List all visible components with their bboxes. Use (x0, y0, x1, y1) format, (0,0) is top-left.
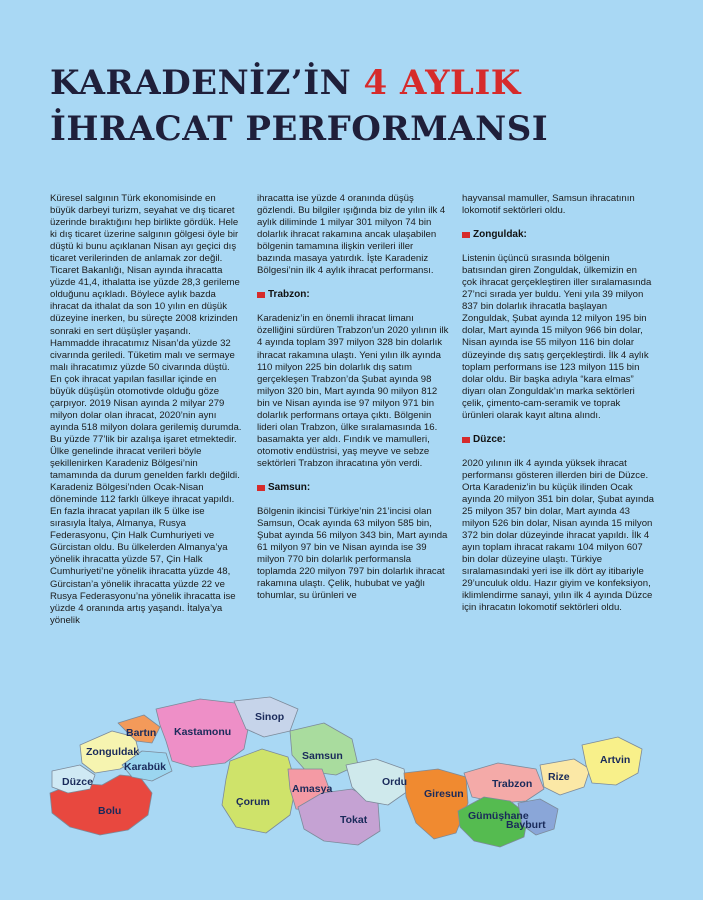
title-line-2: İHRACAT PERFORMANSI (50, 109, 549, 149)
label-amasya: Amasya (292, 783, 333, 795)
label-duzce: Düzce (62, 776, 93, 788)
label-bayburt: Bayburt (506, 819, 546, 831)
label-trabzon: Trabzon (492, 778, 533, 790)
title-line-1-prefix: KARADENİZ’İN (50, 63, 364, 103)
duzce-paragraph: 2020 yılının ilk 4 ayında yüksek ihracat performansı gösteren illerden biri de Düzce. Orta Karadeniz’in bu küçük ilinden Ocak ayında 20 milyon 351 bin dolar, Şubat ayında 25 milyon 357 bin dolar, Mart ayında 43 milyon 526 bin dolar, Nisan ayında 15 milyon 372 bin dolar düzeyinde ihracat yapıldı. İlk 4 ayın toplam ihracat rakamı 104 milyon 607 bin dolar düzeyine ulaştı. Türkiye sıralamasındaki yeri ise ilk dört ay itibariyle 29’unculuk oldu. Hazır giyim ve konfeksiyon, iklimlendirme sanayi, yılın ilk 4 ayında Düzce için ihracatın lokomotif sektörleri oldu. (462, 457, 655, 614)
samsun-paragraph-continued: hayvansal mamuller, Samsun ihracatının lokomotif sektörleri oldu. (462, 193, 635, 217)
zonguldak-paragraph: Listenin üçüncü sırasında bölgenin batısından giren Zonguldak, ülkemizin en çok ihracat gerçekleştiren iller sıralamasında 27’nci sırada yer buldu. Yeni yıla 39 milyon 837 bin dolarlık ihracatla başlayan Zonguldak, Şubat ayında 12 milyon 195 bin dolar, Mart ayında 15 milyon 966 bin dolar, Nisan ayında ise 55 milyon 116 bin dolar düzeyinde dış satış gerçekleştirdi. İlk 4 aylık toplam performans ise 123 milyon 115 bin dolar oldu. Bir başka adıyla “kara elmas” diyarı olan Zonguldak’ın marka sektörleri çelik, çimento-cam-seramik ve toprak ürünleri olarak kayıt altına alındı. (462, 253, 652, 421)
heading-label: Trabzon: (268, 289, 310, 301)
intro-paragraph-continued: ihracatta ise yüzde 4 oranında düşüş gözlendi. Bu bilgiler ışığında biz de yılın ilk 4 aylık diliminde 1 milyar 301 milyon 74 bin dolarlık ihracat rakamına ancak ulaşabilen bölgenin tamamına ilişkin verileri iller bazında masaya yatırdık. İşte Karadeniz Bölgesi’nin ilk 4 aylık ihracat performansı. (257, 193, 446, 277)
label-corum: Çorum (236, 796, 270, 808)
trabzon-paragraph: Karadeniz’in en önemli ihracat limanı özelliğini sürdüren Trabzon’un 2020 yılının ilk 4 ayında toplam 397 milyon 328 bin dolarlık ihracat rakamına ulaştı. Yeni yılın ilk ayında 110 milyon 225 bin dolarlık dış satım gerçekleşen Trabzon’da Şubat ayında 98 milyon 320 bin, Mart ayında 90 milyon 812 bin ve Nisan ayında ise 97 milyon 971 bin dolarlık performans ortaya çıktı. Bölgenin lideri olan Trabzon, ülke sıralamasında 16. basamakta yer aldı. Fındık ve mamulleri, otomotiv endüstrisi, yaş meyve ve sebze sektörleri Trabzon ihracatına yön verdi. (257, 313, 449, 469)
label-zonguldak: Zonguldak (86, 746, 140, 758)
map-svg (40, 665, 665, 870)
label-kastamonu: Kastamonu (174, 726, 232, 738)
label-karabuk: Karabük (124, 761, 167, 773)
text-column-3 (462, 193, 654, 614)
text-column-1 (50, 193, 242, 627)
bullet-square-icon (462, 232, 470, 238)
label-tokat: Tokat (340, 814, 368, 826)
label-giresun: Giresun (424, 788, 464, 800)
page-title (50, 60, 650, 152)
samsun-paragraph: Bölgenin ikincisi Türkiye’nin 21’incisi olan Samsun, Ocak ayında 63 milyon 585 bin, Şubat ayında 56 milyon 343 bin, Mart ayında 61 milyon 97 bin ve Nisan ayında ise 39 milyon 770 bin dolarlık performansla toplamda 220 milyon 797 bin dolarlık ihracat rakamına ulaştı. Çelik, hububat ve yağlı tohumlar, su ürünleri ve (257, 506, 448, 602)
section-heading-duzce (462, 434, 654, 446)
label-samsun: Samsun (302, 750, 343, 762)
text-column-2 (257, 193, 449, 602)
heading-label: Zonguldak: (473, 229, 527, 241)
label-bartin: Bartın (126, 727, 157, 739)
province-giresun (404, 769, 468, 839)
section-heading-samsun (257, 482, 449, 494)
label-sinop: Sinop (255, 711, 285, 723)
section-heading-zonguldak (462, 229, 654, 241)
black-sea-region-map (40, 665, 665, 870)
section-heading-trabzon (257, 289, 449, 301)
heading-label: Samsun: (268, 481, 311, 493)
label-artvin: Artvin (600, 754, 631, 766)
bullet-square-icon (462, 437, 470, 443)
label-gumushane: Gümüşhane (468, 810, 529, 822)
province-corum (222, 749, 296, 833)
title-highlight: 4 AYLIK (363, 63, 521, 103)
heading-label: Düzce: (473, 433, 506, 445)
label-rize: Rize (548, 771, 570, 783)
label-ordu: Ordu (382, 776, 408, 788)
title-line-1 (50, 60, 650, 106)
intro-paragraph: Küresel salgının Türk ekonomisinde en büyük darbeyi turizm, seyahat ve dış ticaret üzerinde bıraktığını hep birlikte gördük. Hele ki dış ticaret üzerine salgının gölgesi öyle bir düştü ki bunu açıklanan Nisan ayı geçici dış ticaret verilerinden de anlamak zor değil. Ticaret Bakanlığı, Nisan ayında ihracatta yüzde 41,4, ithalatta ise yüzde 28,3 gerileme olduğunu açıkladı. Böylece aylık bazda ihracat da ithalat da son 10 yılın en düşük düzeyine inerken, bu süreçte 2008 krizinden sonraki en sert düşüşler yaşandı. Hammadde ihracatımız Nisan’da yüzde 32 civarında geriledi. Tüketim malı ve sermaye malı ihracatımız yüzde 50 civarında düştü. En çok ihracat yapılan fasıllar içinde en büyük düşüşün otomotivde olduğu göze çarpıyor. 2019 Nisan ayında 2 milyar 279 milyon dolar olan ihracat, 2020’nin aynı ayında 518 milyon dolara gerilemiş durumda. Bu yüzde 77’lik bir azalışa işaret etmektedir. Ülke genelinde ihracat verileri böyle şekillenirken Karadeniz Bölgesi’nin tamamında da durum genelden farklı değildi. Karadeniz Bölgesi’nden Ocak-Nisan döneminde 112 farklı ülkeye ihracat yapıldı. En fazla ihracat yapılan ilk 5 ülke ise sırasıyla İtalya, Almanya, Rusya Federasyonu, Çin Halk Cumhuriyeti ve Gürcistan oldu. Bu ülkelerden Almanya’ya yönelik ihracatta yüzde 57, Çin Halk Cumhuriyeti’ne yönelik ihracatta yüzde 48, Gürcistan’a yönelik ihracatta yüzde 22 ve Rusya Federasyonu’na yönelik ihracatta ise yüzde 4 oranında artış yaşandı. İtalya’ya yönelik (50, 193, 242, 626)
bullet-square-icon (257, 485, 265, 491)
label-bolu: Bolu (98, 805, 122, 817)
bullet-square-icon (257, 292, 265, 298)
